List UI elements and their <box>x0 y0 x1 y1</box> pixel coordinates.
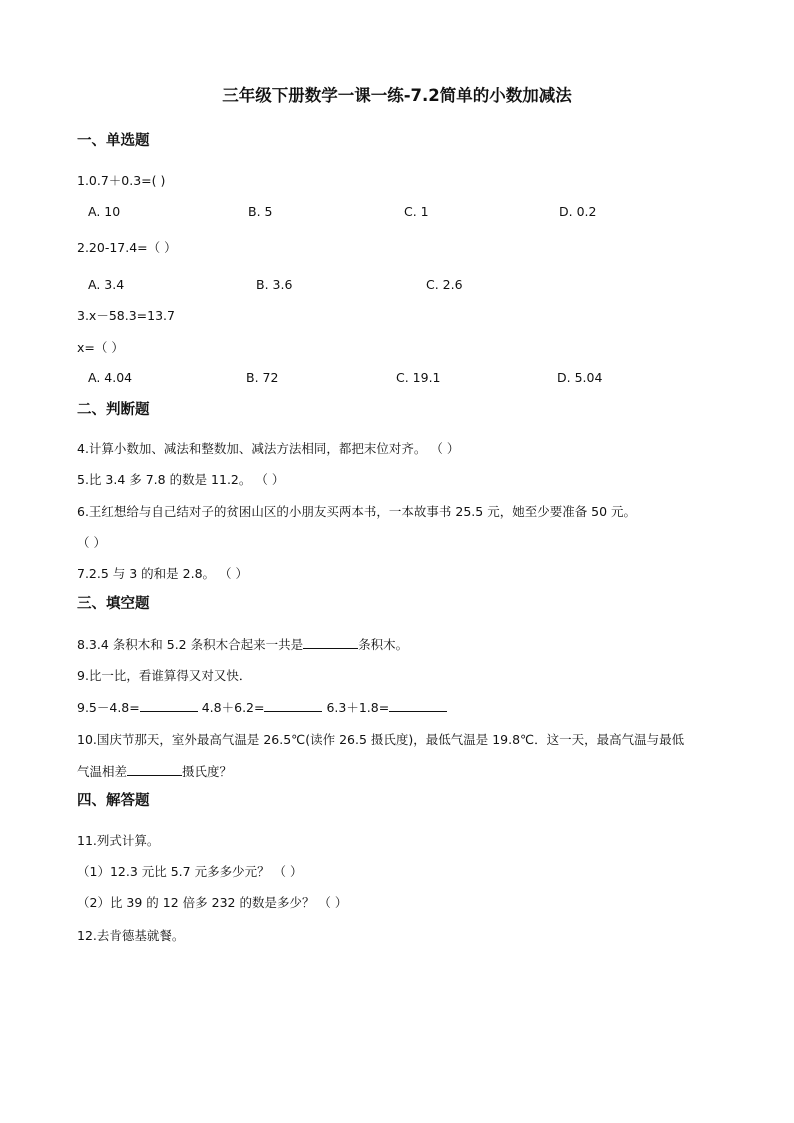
q9-item-a: 9.5－4.8= <box>77 700 140 715</box>
q3-option-b[interactable]: B. 72 <box>246 370 279 385</box>
section-heading-fill-in: 三、填空题 <box>77 596 150 612</box>
q8-answer-blank[interactable] <box>303 636 358 649</box>
section-heading-true-false: 二、判断题 <box>77 402 150 418</box>
q10-text-before: 气温相差 <box>77 764 128 779</box>
question-9-items <box>77 699 447 716</box>
question-3-stem: x=（ ） <box>77 340 124 355</box>
q9-blank-c[interactable] <box>389 699 447 712</box>
question-11-part-2: （2）比 39 的 12 倍多 232 的数是多少？ （ ） <box>77 895 348 910</box>
q2-option-b[interactable]: B. 3.6 <box>256 277 293 292</box>
q8-text-before: 8.3.4 条积木和 5.2 条积木合起来一共是 <box>77 637 304 652</box>
q10-text-after: 摄氏度？ <box>182 764 233 779</box>
question-7: 7.2.5 与 3 的和是 2.8。 （ ） <box>77 566 248 581</box>
q10-answer-blank[interactable] <box>127 763 182 776</box>
question-5: 5.比 3.4 多 7.8 的数是 11.2。 （ ） <box>77 472 285 487</box>
question-4: 4.计算小数加、减法和整数加、减法方法相同，都把末位对齐。 （ ） <box>77 441 460 456</box>
q1-option-a[interactable]: A. 10 <box>88 204 121 219</box>
page-title: 三年级下册数学一课一练-7.2简单的小数加减法 <box>222 86 572 105</box>
q2-option-a[interactable]: A. 3.4 <box>88 277 125 292</box>
q3-option-d[interactable]: D. 5.04 <box>557 370 603 385</box>
question-3-equation: 3.x－58.3=13.7 <box>77 308 175 323</box>
question-11-stem: 11.列式计算。 <box>77 833 160 848</box>
question-9-stem: 9.比一比，看谁算得又对又快． <box>77 668 252 683</box>
q8-text-after: 条积木。 <box>358 637 409 652</box>
question-6-answer-bracket: （ ） <box>77 535 106 550</box>
q9-blank-a[interactable] <box>140 699 198 712</box>
question-6: 6.王红想给与自己结对子的贫困山区的小朋友买两本书，一本故事书 25.5 元，她至少要准备 50 元。 <box>77 504 637 519</box>
q2-option-c[interactable]: C. 2.6 <box>426 277 463 292</box>
q9-blank-b[interactable] <box>264 699 322 712</box>
question-2-stem: 2.20-17.4=（ ） <box>77 240 177 255</box>
question-10-line-1: 10.国庆节那天，室外最高气温是 26.5℃(读作 26.5 摄氏度)，最低气温是 19.8℃．这一天，最高气温与最低 <box>77 732 685 747</box>
question-11-part-1: （1）12.3 元比 5.7 元多多少元？ （ ） <box>77 864 303 879</box>
q1-option-b[interactable]: B. 5 <box>248 204 273 219</box>
q3-option-c[interactable]: C. 19.1 <box>396 370 441 385</box>
question-10-line-2 <box>77 763 232 780</box>
question-12: 12.去肯德基就餐。 <box>77 928 185 943</box>
q1-option-d[interactable]: D. 0.2 <box>559 204 597 219</box>
question-1-stem: 1.0.7＋0.3=( ) <box>77 173 166 188</box>
section-heading-solve: 四、解答题 <box>77 793 150 809</box>
q9-item-c: 6.3＋1.8= <box>326 700 390 715</box>
section-heading-single-choice: 一、单选题 <box>77 133 150 149</box>
q1-option-c[interactable]: C. 1 <box>404 204 429 219</box>
q3-option-a[interactable]: A. 4.04 <box>88 370 133 385</box>
question-8 <box>77 636 408 653</box>
q9-item-b: 4.8＋6.2= <box>201 700 265 715</box>
